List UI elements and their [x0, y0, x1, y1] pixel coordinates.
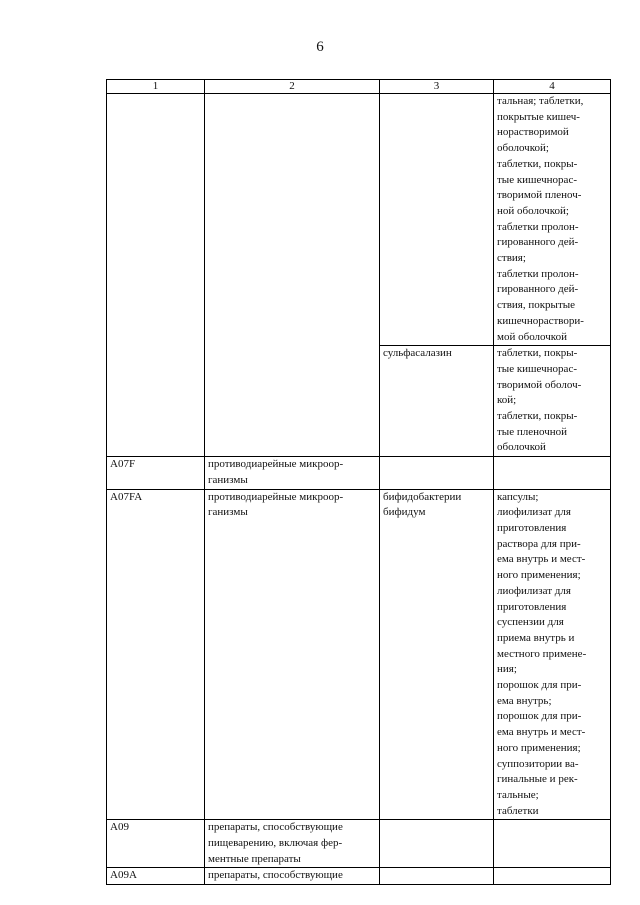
page-number: 6	[316, 39, 324, 55]
group-cell: препараты, способствующие	[205, 868, 380, 885]
forms-cell	[494, 457, 611, 489]
drug-table	[106, 79, 611, 885]
drug-cell	[380, 868, 494, 885]
group-cell: противодиарейные микроор- ганизмы	[205, 489, 380, 820]
group-cell: препараты, способствующие пищеварению, включая фер- ментные препараты	[205, 820, 380, 868]
code-cell: A07FA	[107, 489, 205, 820]
group-cell: противодиарейные микроор- ганизмы	[205, 457, 380, 489]
table-row	[107, 868, 611, 885]
drug-cell: сульфасалазин	[380, 346, 494, 457]
table-row	[107, 457, 611, 489]
code-cell	[107, 94, 205, 457]
group-cell	[205, 94, 380, 457]
header-cell-2: 2	[205, 80, 380, 94]
table-row	[107, 94, 611, 346]
header-cell-3: 3	[380, 80, 494, 94]
forms-cell: таблетки, покры- тые кишечнорас- творимой оболоч- кой; таблетки, покры- тые пленочной оболочкой	[494, 346, 611, 457]
header-cell-4: 4	[494, 80, 611, 94]
forms-cell: капсулы; лиофилизат для приготовления раствора для при- ема внутрь и мест- ного применения; лиофилизат для приготовления суспензии для приема внутрь и местного примене- ния; порошок для при- ема внутрь; порошок для при- ема внутрь и мест- ного применения; суппозитории ва- гинальные и рек- тальные; таблетки	[494, 489, 611, 820]
forms-cell	[494, 868, 611, 885]
forms-cell	[494, 820, 611, 868]
drug-cell	[380, 94, 494, 346]
drug-cell	[380, 820, 494, 868]
drug-cell	[380, 457, 494, 489]
drug-cell: бифидобактерии бифидум	[380, 489, 494, 820]
code-cell: A09	[107, 820, 205, 868]
table-header-row	[107, 80, 611, 94]
code-cell: A09A	[107, 868, 205, 885]
table-row	[107, 820, 611, 868]
table-row	[107, 489, 611, 820]
header-cell-1: 1	[107, 80, 205, 94]
code-cell: A07F	[107, 457, 205, 489]
forms-cell: тальная; таблетки, покрытые кишеч- норастворимой оболочкой; таблетки, покры- тые кишечнорас- творимой пленоч- ной оболочкой; таблетки пролон- гированного дей- ствия; таблетки пролон- гированного дей- ствия, покрытые кишечнораствори- мой оболочкой	[494, 94, 611, 346]
